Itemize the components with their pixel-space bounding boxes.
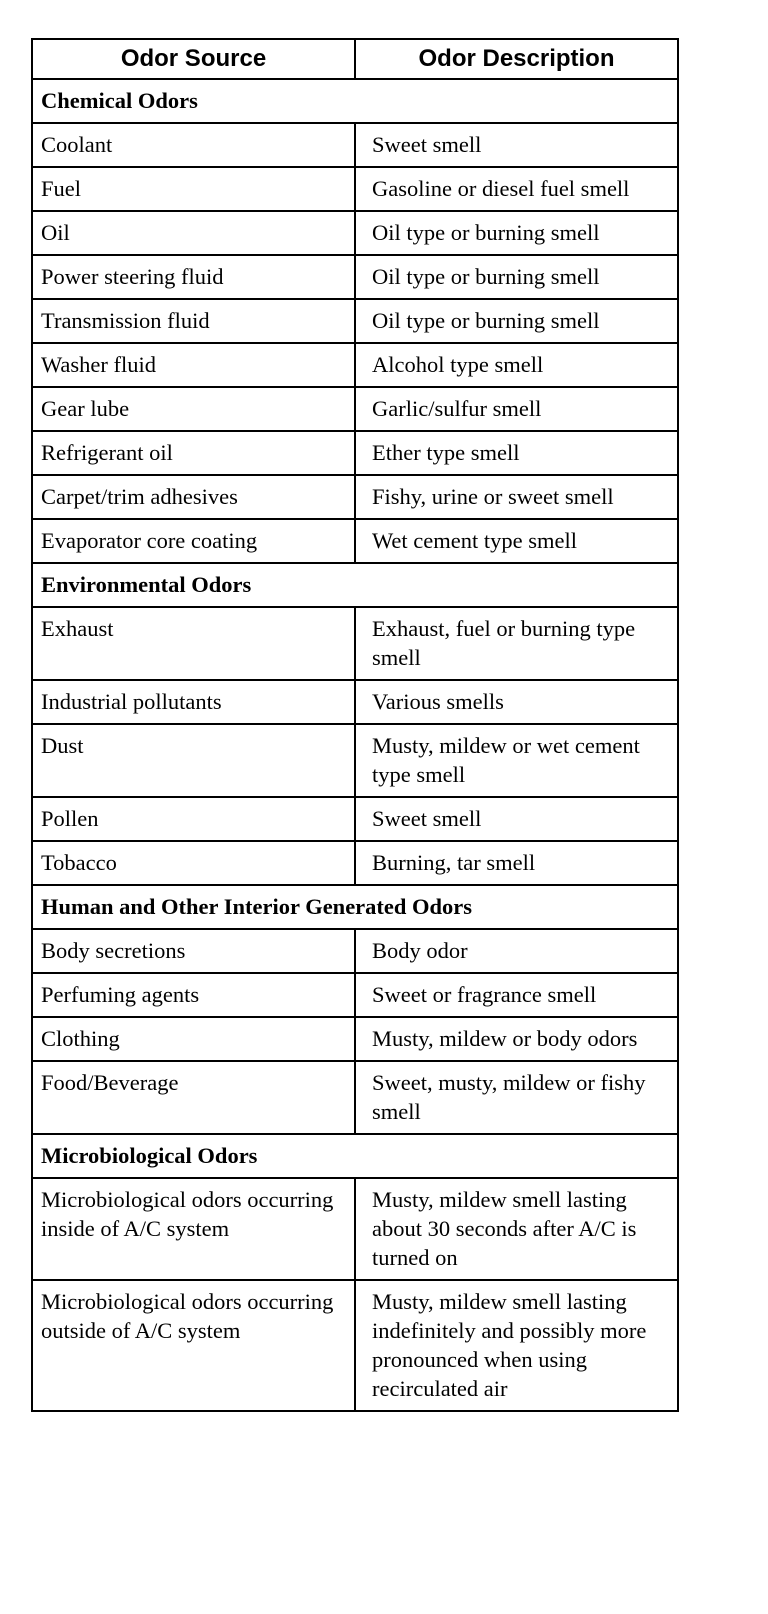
group-header-row <box>32 563 678 607</box>
odor-source-cell: Power steering fluid <box>32 255 355 299</box>
odor-description-cell: Exhaust, fuel or burning type smell <box>355 607 678 680</box>
odor-description-cell: Burning, tar smell <box>355 841 678 885</box>
odor-source-cell: Gear lube <box>32 387 355 431</box>
odor-description-cell: Musty, mildew smell lasting indefinitely and possibly more pronounced when using recirculated air <box>355 1280 678 1411</box>
header-row <box>32 39 678 79</box>
odor-source-cell: Clothing <box>32 1017 355 1061</box>
odor-description-cell: Fishy, urine or sweet smell <box>355 475 678 519</box>
odor-description-cell: Wet cement type smell <box>355 519 678 563</box>
header-odor-description: Odor Description <box>355 39 678 79</box>
odor-source-cell: Exhaust <box>32 607 355 680</box>
table-row <box>32 680 678 724</box>
odor-source-cell: Perfuming agents <box>32 973 355 1017</box>
table-row <box>32 387 678 431</box>
odor-source-cell: Dust <box>32 724 355 797</box>
odor-description-cell: Sweet smell <box>355 123 678 167</box>
table-row <box>32 929 678 973</box>
table-row <box>32 1017 678 1061</box>
odor-description-cell: Body odor <box>355 929 678 973</box>
group-header-row <box>32 885 678 929</box>
odor-description-cell: Ether type smell <box>355 431 678 475</box>
odor-description-cell: Sweet or fragrance smell <box>355 973 678 1017</box>
odor-source-cell: Body secretions <box>32 929 355 973</box>
odor-description-cell: Oil type or burning smell <box>355 211 678 255</box>
table-row <box>32 519 678 563</box>
table-row <box>32 973 678 1017</box>
odor-description-cell: Sweet smell <box>355 797 678 841</box>
table-row <box>32 1280 678 1411</box>
odor-table <box>31 38 679 1412</box>
group-header-row <box>32 79 678 123</box>
odor-source-cell: Transmission fluid <box>32 299 355 343</box>
odor-description-cell: Gasoline or diesel fuel smell <box>355 167 678 211</box>
table-row <box>32 1178 678 1280</box>
table-row <box>32 431 678 475</box>
odor-source-cell: Washer fluid <box>32 343 355 387</box>
odor-source-cell: Carpet/trim adhesives <box>32 475 355 519</box>
odor-description-cell: Musty, mildew smell lasting about 30 seconds after A/C is turned on <box>355 1178 678 1280</box>
odor-source-cell: Oil <box>32 211 355 255</box>
odor-description-cell: Sweet, musty, mildew or fishy smell <box>355 1061 678 1134</box>
odor-description-cell: Garlic/sulfur smell <box>355 387 678 431</box>
odor-source-cell: Evaporator core coating <box>32 519 355 563</box>
odor-source-cell: Coolant <box>32 123 355 167</box>
table-row <box>32 255 678 299</box>
odor-description-cell: Musty, mildew or body odors <box>355 1017 678 1061</box>
table-row <box>32 343 678 387</box>
table-row <box>32 299 678 343</box>
odor-source-cell: Microbiological odors occurring inside of A/C system <box>32 1178 355 1280</box>
table-row <box>32 123 678 167</box>
table-row <box>32 1061 678 1134</box>
odor-description-cell: Oil type or burning smell <box>355 299 678 343</box>
table-row <box>32 797 678 841</box>
odor-source-cell: Industrial pollutants <box>32 680 355 724</box>
odor-source-cell: Pollen <box>32 797 355 841</box>
odor-source-cell: Fuel <box>32 167 355 211</box>
group-title: Environmental Odors <box>32 563 678 607</box>
group-title: Human and Other Interior Generated Odors <box>32 885 678 929</box>
group-header-row <box>32 1134 678 1178</box>
header-odor-source: Odor Source <box>32 39 355 79</box>
table-body <box>32 79 678 1411</box>
odor-source-cell: Tobacco <box>32 841 355 885</box>
table-row <box>32 475 678 519</box>
table-row <box>32 167 678 211</box>
odor-description-cell: Oil type or burning smell <box>355 255 678 299</box>
odor-description-cell: Alcohol type smell <box>355 343 678 387</box>
group-title: Chemical Odors <box>32 79 678 123</box>
group-title: Microbiological Odors <box>32 1134 678 1178</box>
table-row <box>32 841 678 885</box>
odor-source-cell: Refrigerant oil <box>32 431 355 475</box>
odor-description-cell: Various smells <box>355 680 678 724</box>
table-row <box>32 211 678 255</box>
odor-source-cell: Food/Beverage <box>32 1061 355 1134</box>
table-row <box>32 724 678 797</box>
odor-description-cell: Musty, mildew or wet cement type smell <box>355 724 678 797</box>
table-row <box>32 607 678 680</box>
odor-source-cell: Microbiological odors occurring outside of A/C system <box>32 1280 355 1411</box>
